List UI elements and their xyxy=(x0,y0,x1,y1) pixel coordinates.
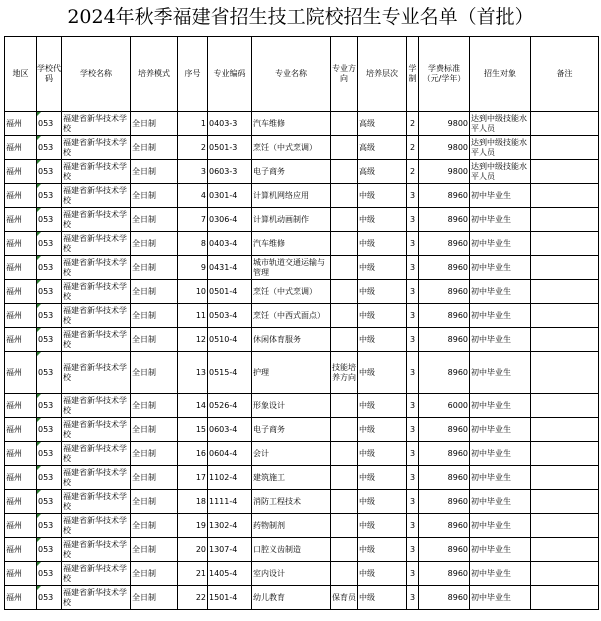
table-row xyxy=(5,586,599,610)
cell-note xyxy=(531,442,599,466)
cell-region: 福州 xyxy=(5,352,37,394)
cell-school-name: 福建省新华技术学校 xyxy=(62,112,131,136)
cell-major-code: 1102-4 xyxy=(208,466,252,490)
cell-years: 3 xyxy=(407,562,419,586)
cell-target: 初中毕业生 xyxy=(470,256,531,280)
cell-direction xyxy=(331,112,358,136)
cell-direction xyxy=(331,466,358,490)
cell-direction: 技能培养方向 xyxy=(331,352,358,394)
cell-school-name: 福建省新华技术学校 xyxy=(62,538,131,562)
cell-years: 3 xyxy=(407,538,419,562)
cell-mode: 全日制 xyxy=(131,184,178,208)
cell-years: 3 xyxy=(407,490,419,514)
table-row xyxy=(5,352,599,394)
cell-target: 初中毕业生 xyxy=(470,442,531,466)
cell-target: 初中毕业生 xyxy=(470,466,531,490)
cell-school-code: 053 xyxy=(37,232,62,256)
cell-years: 3 xyxy=(407,208,419,232)
cell-years: 3 xyxy=(407,256,419,280)
cell-region: 福州 xyxy=(5,280,37,304)
cell-seq: 19 xyxy=(178,514,208,538)
cell-school-name: 福建省新华技术学校 xyxy=(62,280,131,304)
header-fee: 学费标准（元/学年） xyxy=(419,37,470,112)
cell-school-name: 福建省新华技术学校 xyxy=(62,328,131,352)
cell-years: 3 xyxy=(407,418,419,442)
cell-major-code: 0603-4 xyxy=(208,418,252,442)
cell-note xyxy=(531,304,599,328)
header-school-code: 学校代码 xyxy=(37,37,62,112)
cell-years: 3 xyxy=(407,280,419,304)
cell-target: 初中毕业生 xyxy=(470,394,531,418)
cell-years: 3 xyxy=(407,184,419,208)
cell-mode: 全日制 xyxy=(131,586,178,610)
cell-major-name: 电子商务 xyxy=(252,160,331,184)
cell-school-name: 福建省新华技术学校 xyxy=(62,586,131,610)
cell-school-name: 福建省新华技术学校 xyxy=(62,232,131,256)
cell-major-code: 1307-4 xyxy=(208,538,252,562)
table-row xyxy=(5,562,599,586)
table-row xyxy=(5,418,599,442)
cell-seq: 1 xyxy=(178,112,208,136)
cell-school-code: 053 xyxy=(37,328,62,352)
enrollment-table xyxy=(4,36,599,610)
cell-target: 初中毕业生 xyxy=(470,184,531,208)
cell-major-name: 会计 xyxy=(252,442,331,466)
cell-school-name: 福建省新华技术学校 xyxy=(62,304,131,328)
cell-fee: 8960 xyxy=(419,418,470,442)
cell-school-name: 福建省新华技术学校 xyxy=(62,466,131,490)
cell-school-name: 福建省新华技术学校 xyxy=(62,256,131,280)
cell-school-name: 福建省新华技术学校 xyxy=(62,136,131,160)
cell-fee: 8960 xyxy=(419,442,470,466)
cell-fee: 8960 xyxy=(419,256,470,280)
header-seq: 序号 xyxy=(178,37,208,112)
cell-level: 中级 xyxy=(358,304,407,328)
cell-region: 福州 xyxy=(5,112,37,136)
cell-note xyxy=(531,490,599,514)
cell-direction xyxy=(331,304,358,328)
cell-major-name: 形象设计 xyxy=(252,394,331,418)
cell-fee: 8960 xyxy=(419,352,470,394)
cell-fee: 8960 xyxy=(419,562,470,586)
cell-school-name: 福建省新华技术学校 xyxy=(62,208,131,232)
cell-major-name: 电子商务 xyxy=(252,418,331,442)
cell-major-name: 建筑施工 xyxy=(252,466,331,490)
cell-level: 中级 xyxy=(358,352,407,394)
cell-seq: 8 xyxy=(178,232,208,256)
cell-major-name: 幼儿教育 xyxy=(252,586,331,610)
cell-school-name: 福建省新华技术学校 xyxy=(62,184,131,208)
cell-region: 福州 xyxy=(5,586,37,610)
cell-school-name: 福建省新华技术学校 xyxy=(62,442,131,466)
table-row xyxy=(5,136,599,160)
cell-school-code: 053 xyxy=(37,304,62,328)
cell-fee: 8960 xyxy=(419,490,470,514)
table-row xyxy=(5,328,599,352)
table-row xyxy=(5,514,599,538)
cell-region: 福州 xyxy=(5,160,37,184)
cell-seq: 2 xyxy=(178,136,208,160)
cell-major-code: 0501-3 xyxy=(208,136,252,160)
cell-direction xyxy=(331,418,358,442)
cell-major-code: 0515-4 xyxy=(208,352,252,394)
cell-major-name: 烹饪（中式烹调） xyxy=(252,280,331,304)
cell-school-code: 053 xyxy=(37,490,62,514)
cell-school-code: 053 xyxy=(37,136,62,160)
cell-level: 中级 xyxy=(358,442,407,466)
cell-fee: 8960 xyxy=(419,466,470,490)
cell-level: 中级 xyxy=(358,328,407,352)
cell-years: 3 xyxy=(407,352,419,394)
cell-level: 高级 xyxy=(358,112,407,136)
cell-region: 福州 xyxy=(5,136,37,160)
header-direction: 专业方向 xyxy=(331,37,358,112)
cell-level: 中级 xyxy=(358,280,407,304)
cell-region: 福州 xyxy=(5,514,37,538)
table-row xyxy=(5,112,599,136)
cell-direction xyxy=(331,328,358,352)
cell-level: 中级 xyxy=(358,184,407,208)
cell-school-code: 053 xyxy=(37,256,62,280)
cell-note xyxy=(531,562,599,586)
cell-school-name: 福建省新华技术学校 xyxy=(62,352,131,394)
cell-fee: 8960 xyxy=(419,208,470,232)
cell-seq: 9 xyxy=(178,256,208,280)
header-school-name: 学校名称 xyxy=(62,37,131,112)
header-region: 地区 xyxy=(5,37,37,112)
table-row xyxy=(5,538,599,562)
cell-major-name: 药物制剂 xyxy=(252,514,331,538)
cell-note xyxy=(531,136,599,160)
cell-school-code: 053 xyxy=(37,394,62,418)
cell-school-name: 福建省新华技术学校 xyxy=(62,562,131,586)
cell-note xyxy=(531,112,599,136)
table-row xyxy=(5,466,599,490)
table-row xyxy=(5,160,599,184)
cell-mode: 全日制 xyxy=(131,514,178,538)
cell-fee: 9800 xyxy=(419,136,470,160)
cell-major-code: 0306-4 xyxy=(208,208,252,232)
cell-school-code: 053 xyxy=(37,466,62,490)
cell-target: 初中毕业生 xyxy=(470,514,531,538)
cell-seq: 7 xyxy=(178,208,208,232)
cell-years: 3 xyxy=(407,442,419,466)
cell-major-name: 计算机网络应用 xyxy=(252,184,331,208)
cell-direction xyxy=(331,394,358,418)
cell-note xyxy=(531,280,599,304)
header-note: 备注 xyxy=(531,37,599,112)
header-major-name: 专业名称 xyxy=(252,37,331,112)
cell-direction xyxy=(331,256,358,280)
cell-level: 中级 xyxy=(358,418,407,442)
cell-seq: 13 xyxy=(178,352,208,394)
cell-level: 中级 xyxy=(358,538,407,562)
cell-mode: 全日制 xyxy=(131,160,178,184)
cell-note xyxy=(531,160,599,184)
cell-region: 福州 xyxy=(5,328,37,352)
cell-fee: 8960 xyxy=(419,514,470,538)
cell-major-code: 0510-4 xyxy=(208,328,252,352)
cell-school-code: 053 xyxy=(37,514,62,538)
table-row xyxy=(5,280,599,304)
cell-target: 初中毕业生 xyxy=(470,538,531,562)
table-row xyxy=(5,256,599,280)
cell-major-name: 护理 xyxy=(252,352,331,394)
cell-level: 高级 xyxy=(358,136,407,160)
cell-note xyxy=(531,586,599,610)
cell-major-code: 0604-4 xyxy=(208,442,252,466)
cell-major-code: 0503-4 xyxy=(208,304,252,328)
cell-mode: 全日制 xyxy=(131,418,178,442)
cell-fee: 8960 xyxy=(419,586,470,610)
cell-major-code: 1111-4 xyxy=(208,490,252,514)
cell-school-code: 053 xyxy=(37,280,62,304)
cell-target: 达到中级技能水平人员 xyxy=(470,112,531,136)
cell-level: 中级 xyxy=(358,562,407,586)
cell-seq: 10 xyxy=(178,280,208,304)
cell-school-code: 053 xyxy=(37,160,62,184)
cell-years: 2 xyxy=(407,112,419,136)
cell-years: 3 xyxy=(407,514,419,538)
cell-fee: 8960 xyxy=(419,304,470,328)
cell-seq: 17 xyxy=(178,466,208,490)
table-row xyxy=(5,394,599,418)
cell-seq: 20 xyxy=(178,538,208,562)
cell-mode: 全日制 xyxy=(131,538,178,562)
cell-school-code: 053 xyxy=(37,208,62,232)
cell-years: 3 xyxy=(407,466,419,490)
cell-major-name: 汽车维修 xyxy=(252,112,331,136)
cell-note xyxy=(531,208,599,232)
cell-region: 福州 xyxy=(5,442,37,466)
cell-fee: 9800 xyxy=(419,112,470,136)
table-row xyxy=(5,490,599,514)
cell-level: 中级 xyxy=(358,586,407,610)
cell-major-name: 汽车维修 xyxy=(252,232,331,256)
cell-fee: 8960 xyxy=(419,184,470,208)
cell-school-code: 053 xyxy=(37,418,62,442)
header-mode: 培养模式 xyxy=(131,37,178,112)
cell-note xyxy=(531,514,599,538)
cell-level: 中级 xyxy=(358,394,407,418)
cell-seq: 4 xyxy=(178,184,208,208)
cell-mode: 全日制 xyxy=(131,466,178,490)
cell-direction: 保育员 xyxy=(331,586,358,610)
cell-mode: 全日制 xyxy=(131,136,178,160)
cell-region: 福州 xyxy=(5,232,37,256)
cell-school-code: 053 xyxy=(37,112,62,136)
table-row xyxy=(5,208,599,232)
cell-direction xyxy=(331,514,358,538)
table-row xyxy=(5,184,599,208)
cell-mode: 全日制 xyxy=(131,232,178,256)
cell-target: 达到中级技能水平人员 xyxy=(470,136,531,160)
cell-mode: 全日制 xyxy=(131,352,178,394)
table-row xyxy=(5,232,599,256)
cell-direction xyxy=(331,160,358,184)
cell-note xyxy=(531,352,599,394)
cell-note xyxy=(531,418,599,442)
cell-major-code: 0501-4 xyxy=(208,280,252,304)
cell-major-name: 消防工程技术 xyxy=(252,490,331,514)
cell-school-code: 053 xyxy=(37,586,62,610)
cell-mode: 全日制 xyxy=(131,304,178,328)
cell-seq: 16 xyxy=(178,442,208,466)
cell-school-code: 053 xyxy=(37,538,62,562)
cell-fee: 6000 xyxy=(419,394,470,418)
cell-target: 初中毕业生 xyxy=(470,208,531,232)
cell-years: 3 xyxy=(407,394,419,418)
cell-years: 3 xyxy=(407,586,419,610)
cell-target: 初中毕业生 xyxy=(470,418,531,442)
cell-major-name: 烹饪（中西式面点） xyxy=(252,304,331,328)
header-major-code: 专业编码 xyxy=(208,37,252,112)
cell-target: 初中毕业生 xyxy=(470,232,531,256)
table-row xyxy=(5,442,599,466)
cell-years: 3 xyxy=(407,328,419,352)
cell-mode: 全日制 xyxy=(131,280,178,304)
cell-major-name: 计算机动画制作 xyxy=(252,208,331,232)
cell-direction xyxy=(331,208,358,232)
cell-major-name: 城市轨道交通运输与管理 xyxy=(252,256,331,280)
cell-mode: 全日制 xyxy=(131,562,178,586)
cell-direction xyxy=(331,538,358,562)
header-target: 招生对象 xyxy=(470,37,531,112)
cell-target: 初中毕业生 xyxy=(470,490,531,514)
cell-target: 初中毕业生 xyxy=(470,280,531,304)
cell-fee: 8960 xyxy=(419,232,470,256)
cell-level: 中级 xyxy=(358,490,407,514)
cell-direction xyxy=(331,442,358,466)
cell-seq: 3 xyxy=(178,160,208,184)
cell-fee: 9800 xyxy=(419,160,470,184)
cell-level: 中级 xyxy=(358,466,407,490)
cell-mode: 全日制 xyxy=(131,328,178,352)
cell-mode: 全日制 xyxy=(131,490,178,514)
cell-level: 中级 xyxy=(358,256,407,280)
cell-major-code: 0403-4 xyxy=(208,232,252,256)
cell-major-name: 烹饪（中式烹调） xyxy=(252,136,331,160)
cell-major-code: 0431-4 xyxy=(208,256,252,280)
cell-region: 福州 xyxy=(5,304,37,328)
cell-school-code: 053 xyxy=(37,442,62,466)
cell-note xyxy=(531,466,599,490)
cell-target: 初中毕业生 xyxy=(470,328,531,352)
cell-region: 福州 xyxy=(5,466,37,490)
cell-years: 2 xyxy=(407,136,419,160)
cell-target: 初中毕业生 xyxy=(470,352,531,394)
cell-seq: 12 xyxy=(178,328,208,352)
cell-target: 初中毕业生 xyxy=(470,562,531,586)
cell-fee: 8960 xyxy=(419,538,470,562)
cell-note xyxy=(531,394,599,418)
cell-target: 达到中级技能水平人员 xyxy=(470,160,531,184)
cell-major-name: 室内设计 xyxy=(252,562,331,586)
cell-years: 2 xyxy=(407,160,419,184)
cell-major-code: 1405-4 xyxy=(208,562,252,586)
cell-direction xyxy=(331,562,358,586)
cell-school-name: 福建省新华技术学校 xyxy=(62,160,131,184)
cell-target: 初中毕业生 xyxy=(470,304,531,328)
cell-school-code: 053 xyxy=(37,352,62,394)
cell-fee: 8960 xyxy=(419,328,470,352)
cell-region: 福州 xyxy=(5,256,37,280)
cell-direction xyxy=(331,184,358,208)
cell-direction xyxy=(331,136,358,160)
cell-major-code: 0603-3 xyxy=(208,160,252,184)
page-title: 2024年秋季福建省招生技工院校招生专业名单（首批） xyxy=(67,6,534,28)
cell-school-name: 福建省新华技术学校 xyxy=(62,490,131,514)
header-years: 学制 xyxy=(407,37,419,112)
cell-note xyxy=(531,184,599,208)
cell-seq: 11 xyxy=(178,304,208,328)
cell-seq: 18 xyxy=(178,490,208,514)
cell-mode: 全日制 xyxy=(131,112,178,136)
cell-mode: 全日制 xyxy=(131,442,178,466)
cell-region: 福州 xyxy=(5,490,37,514)
cell-direction xyxy=(331,490,358,514)
cell-seq: 22 xyxy=(178,586,208,610)
cell-region: 福州 xyxy=(5,208,37,232)
cell-note xyxy=(531,232,599,256)
cell-major-name: 口腔义齿制造 xyxy=(252,538,331,562)
header-row xyxy=(5,37,599,112)
cell-major-code: 0301-4 xyxy=(208,184,252,208)
cell-major-code: 1501-4 xyxy=(208,586,252,610)
cell-target: 初中毕业生 xyxy=(470,586,531,610)
cell-note xyxy=(531,538,599,562)
cell-school-name: 福建省新华技术学校 xyxy=(62,514,131,538)
cell-region: 福州 xyxy=(5,538,37,562)
cell-years: 3 xyxy=(407,232,419,256)
cell-region: 福州 xyxy=(5,562,37,586)
cell-mode: 全日制 xyxy=(131,256,178,280)
cell-years: 3 xyxy=(407,304,419,328)
cell-seq: 15 xyxy=(178,418,208,442)
cell-level: 中级 xyxy=(358,514,407,538)
cell-level: 中级 xyxy=(358,232,407,256)
cell-level: 中级 xyxy=(358,208,407,232)
cell-school-code: 053 xyxy=(37,184,62,208)
cell-seq: 14 xyxy=(178,394,208,418)
cell-major-name: 休闲体育服务 xyxy=(252,328,331,352)
cell-school-name: 福建省新华技术学校 xyxy=(62,394,131,418)
cell-direction xyxy=(331,280,358,304)
cell-region: 福州 xyxy=(5,394,37,418)
cell-major-code: 1302-4 xyxy=(208,514,252,538)
cell-mode: 全日制 xyxy=(131,394,178,418)
cell-level: 高级 xyxy=(358,160,407,184)
cell-region: 福州 xyxy=(5,418,37,442)
cell-seq: 21 xyxy=(178,562,208,586)
cell-fee: 8960 xyxy=(419,280,470,304)
cell-region: 福州 xyxy=(5,184,37,208)
cell-major-code: 0403-3 xyxy=(208,112,252,136)
table-row xyxy=(5,304,599,328)
cell-note xyxy=(531,256,599,280)
cell-mode: 全日制 xyxy=(131,208,178,232)
cell-school-code: 053 xyxy=(37,562,62,586)
cell-school-name: 福建省新华技术学校 xyxy=(62,418,131,442)
cell-major-code: 0526-4 xyxy=(208,394,252,418)
cell-note xyxy=(531,328,599,352)
header-level: 培养层次 xyxy=(358,37,407,112)
cell-direction xyxy=(331,232,358,256)
